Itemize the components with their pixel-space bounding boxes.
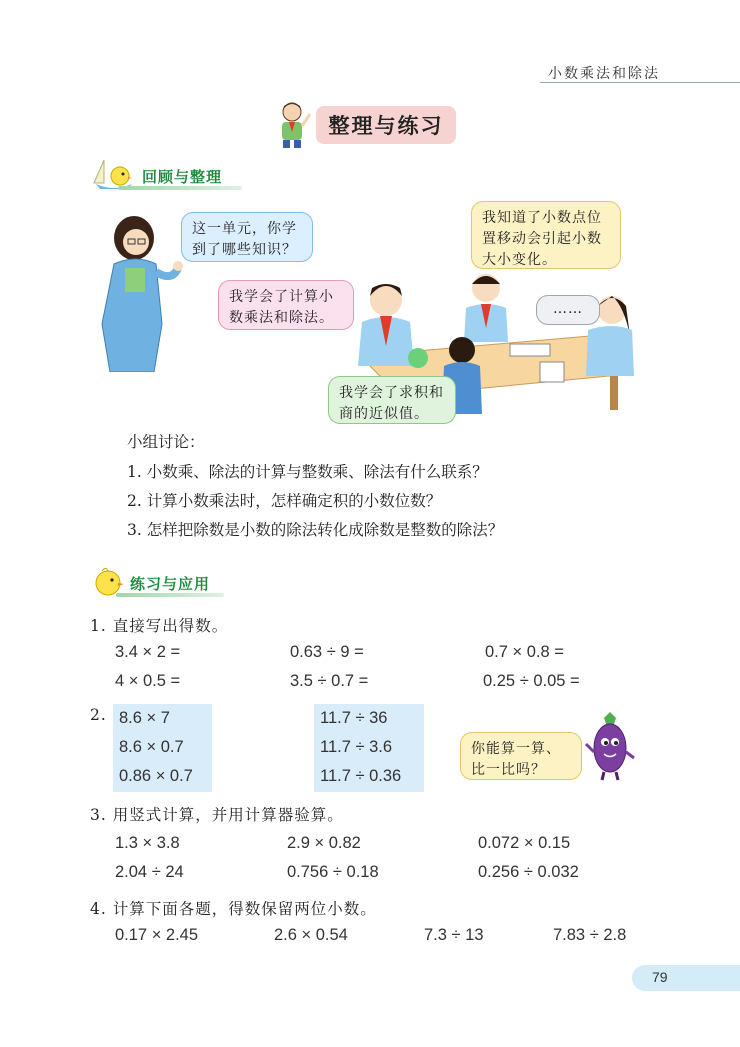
practice-section-underline bbox=[116, 593, 224, 597]
q3-item: 0.756 ÷ 0.18 bbox=[287, 863, 379, 881]
q1-item: 3.5 ÷ 0.7 = bbox=[290, 672, 369, 690]
q3-item: 2.04 ÷ 24 bbox=[115, 863, 184, 881]
practice-section-title: 练习与应用 bbox=[130, 575, 211, 593]
q2-left-item: 8.6 × 7 bbox=[119, 709, 170, 727]
q4-item: 2.6 × 0.54 bbox=[274, 926, 348, 944]
page-number: 79 bbox=[652, 969, 668, 985]
discussion-item: 1. 小数乘、除法的计算与整数乘、除法有什么联系？ bbox=[127, 463, 488, 481]
q3-item: 1.3 × 3.8 bbox=[115, 834, 180, 852]
q1-item: 0.63 ÷ 9 = bbox=[290, 643, 364, 661]
eggplant-speech-bubble: 你能算一算、比一比吗？ bbox=[460, 732, 582, 780]
girl-speech-bubble: …… bbox=[536, 295, 600, 325]
q2-right-item: 11.7 ÷ 3.6 bbox=[320, 738, 393, 756]
q3-item: 0.256 ÷ 0.032 bbox=[478, 863, 579, 881]
q4-item: 7.83 ÷ 2.8 bbox=[553, 926, 627, 944]
review-section-underline bbox=[118, 186, 242, 190]
q2-left-item: 8.6 × 0.7 bbox=[119, 738, 184, 756]
q1-item: 0.25 ÷ 0.05 = bbox=[483, 672, 580, 690]
q4-item: 7.3 ÷ 13 bbox=[424, 926, 484, 944]
page-title: 整理与练习 bbox=[316, 106, 456, 144]
boy-front-speech-bubble: 我学会了求积和商的近似值。 bbox=[328, 376, 456, 424]
chapter-header: 小数乘法和除法 bbox=[548, 66, 660, 82]
student-mascot-illustration bbox=[272, 100, 312, 148]
review-section-title: 回顾与整理 bbox=[142, 168, 223, 186]
teacher-illustration bbox=[92, 212, 184, 372]
question-3-prompt: 3. 用竖式计算，并用计算器验算。 bbox=[90, 806, 344, 824]
q3-item: 2.9 × 0.82 bbox=[287, 834, 361, 852]
q1-item: 4 × 0.5 = bbox=[115, 672, 181, 690]
question-2-label: 2. bbox=[90, 706, 107, 724]
discussion-item: 3. 怎样把除数是小数的除法转化成除数是整数的除法？ bbox=[127, 521, 504, 539]
q1-item: 0.7 × 0.8 = bbox=[485, 643, 564, 661]
boy-left-speech-bubble: 我学会了计算小数乘法和除法。 bbox=[218, 280, 354, 330]
question-4-prompt: 4. 计算下面各题，得数保留两位小数。 bbox=[90, 900, 377, 918]
page-number-tab bbox=[632, 965, 740, 991]
boy-top-speech-bubble: 我知道了小数点位置移动会引起小数大小变化。 bbox=[471, 201, 621, 269]
question-1-prompt: 1. 直接写出得数。 bbox=[90, 617, 229, 635]
q2-right-item: 11.7 ÷ 0.36 bbox=[320, 767, 402, 785]
discussion-title: 小组讨论： bbox=[127, 433, 205, 451]
teacher-speech-bubble: 这一单元，你学到了哪些知识？ bbox=[181, 212, 313, 262]
q1-item: 3.4 × 2 = bbox=[115, 643, 181, 661]
discussion-item: 2. 计算小数乘法时，怎样确定积的小数位数？ bbox=[127, 492, 442, 510]
q2-right-item: 11.7 ÷ 36 bbox=[320, 709, 388, 727]
eggplant-mascot-illustration bbox=[584, 712, 636, 782]
q3-item: 0.072 × 0.15 bbox=[478, 834, 571, 852]
q4-item: 0.17 × 2.45 bbox=[115, 926, 199, 944]
q2-left-item: 0.86 × 0.7 bbox=[119, 767, 193, 785]
header-divider bbox=[540, 82, 740, 83]
